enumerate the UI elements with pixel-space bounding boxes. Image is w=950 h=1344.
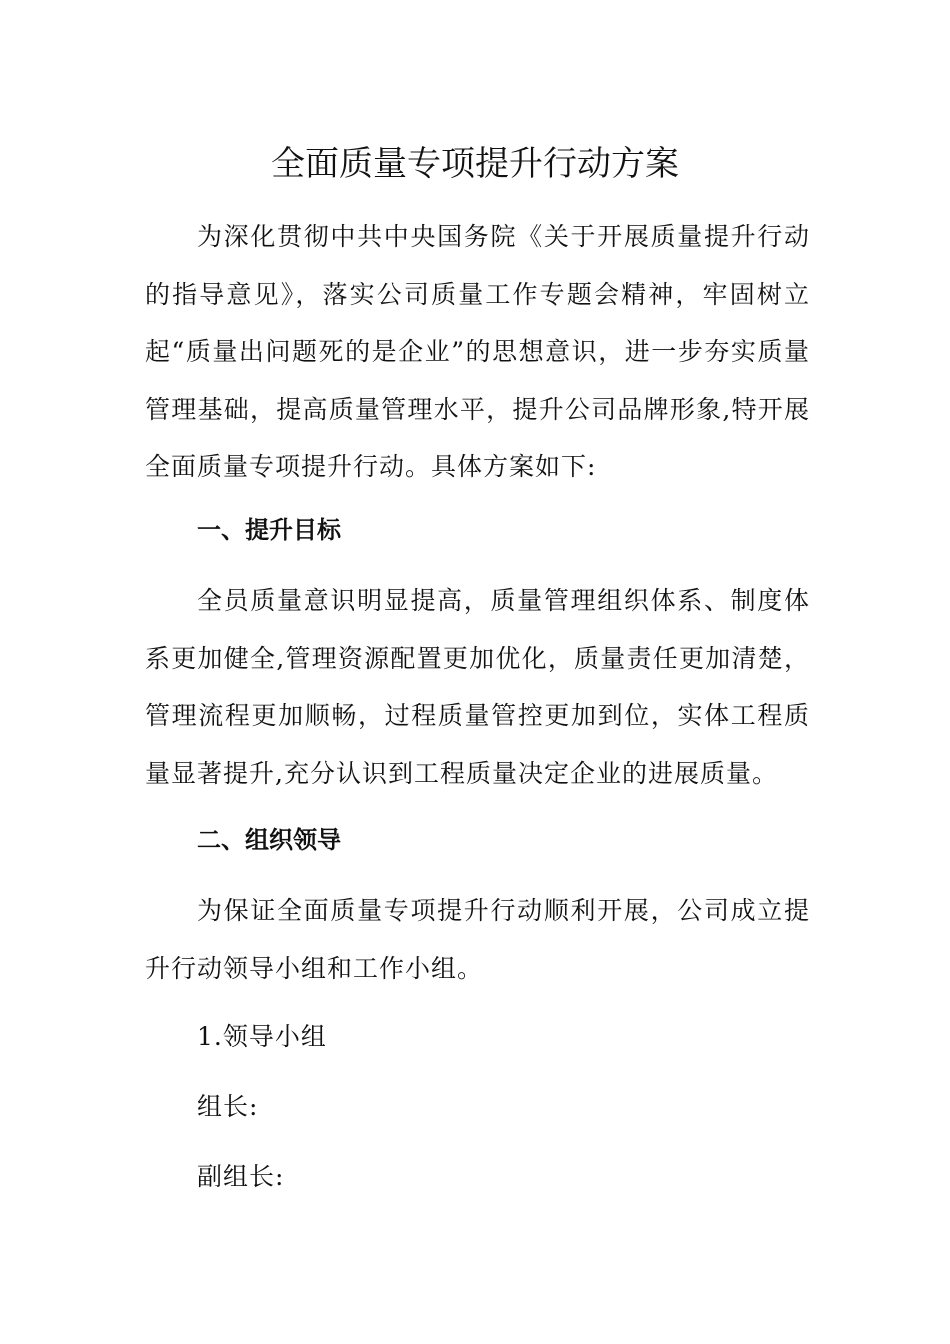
leader-label: 组长: xyxy=(197,1092,259,1121)
section-heading-goals: 一、提升目标 xyxy=(197,516,341,544)
subsection-title-leadership-group: 1.领导小组 xyxy=(197,1022,327,1051)
goals-paragraph: 全员质量意识明显提高，质量管理组织体系、制度体系更加健全,管理资源配置更加优化，质量责任更加清楚，管理流程更加顺畅，过程质量管控更加到位，实体工程质量显著提升,充分认识到工程质量决定企业的进展质量。 xyxy=(145,586,810,788)
intro-paragraph: 为深化贯彻中共中央国务院《关于开展质量提升行动的指导意见》，落实公司质量工作专题会精神，牢固树立起“质量出问题死的是企业”的思想意识，进一步夯实质量管理基础，提高质量管理水平，提升公司品牌形象,特开展全面质量专项提升行动。具体方案如下: xyxy=(145,222,810,481)
document-title: 全面质量专项提升行动方案 xyxy=(271,144,679,184)
deputy-leader-label: 副组长: xyxy=(197,1162,285,1191)
section-heading-organization: 二、组织领导 xyxy=(197,826,341,854)
organization-paragraph: 为保证全面质量专项提升行动顺利开展，公司成立提升行动领导小组和工作小组。 xyxy=(145,896,810,983)
